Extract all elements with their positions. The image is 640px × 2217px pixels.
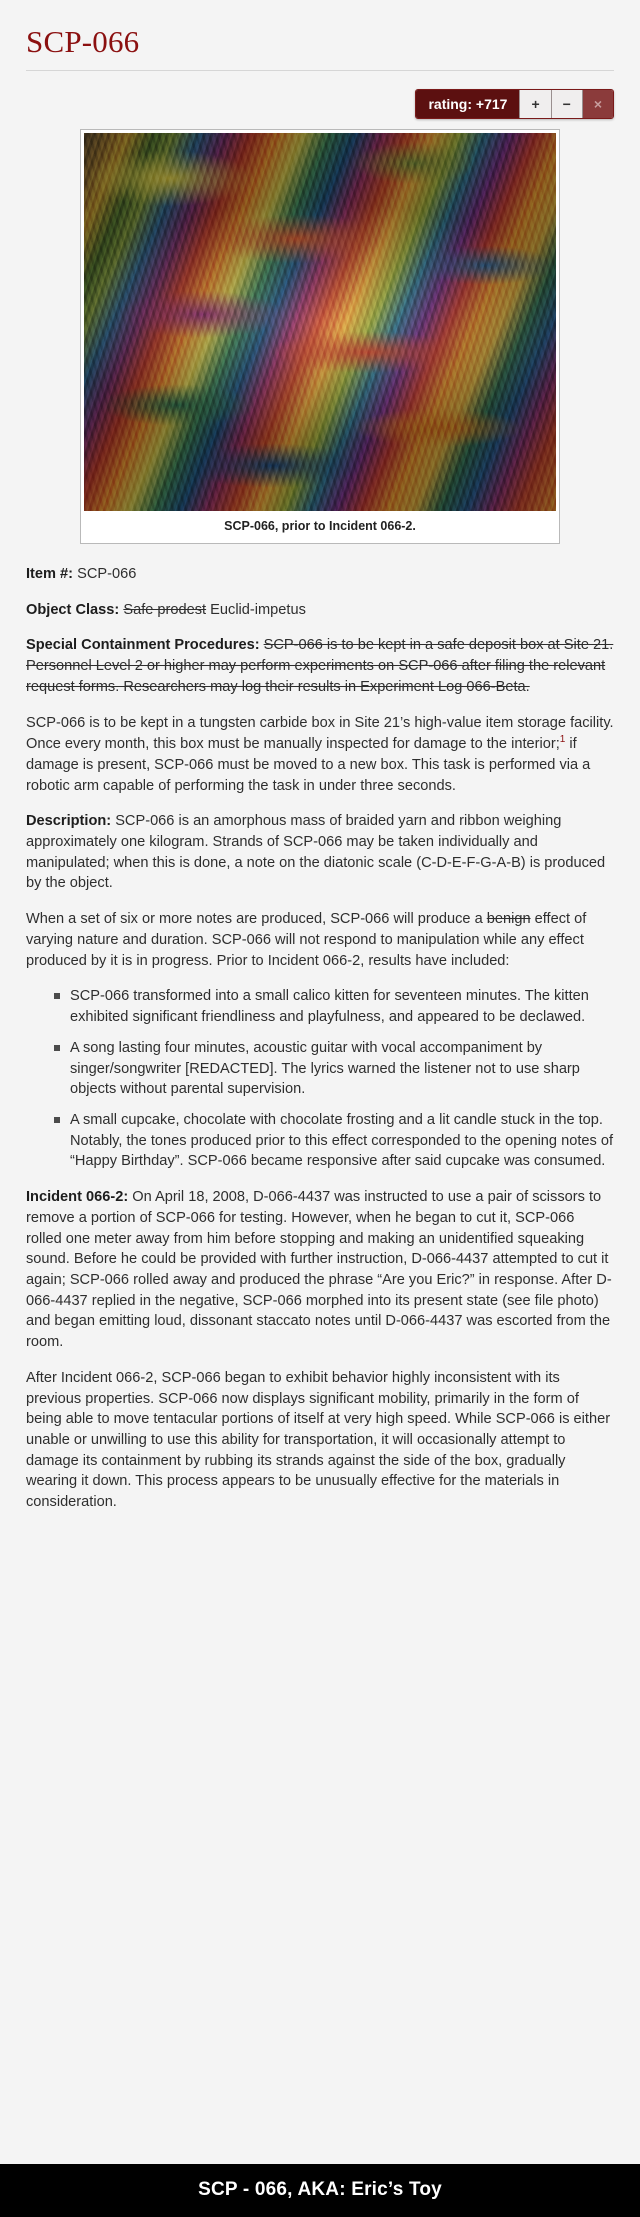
list-item: SCP-066 transformed into a small calico kitten for seventeen minutes. The kitten exhibited significant friendliness and playfulness, and appeared to be declawed. bbox=[70, 986, 614, 1027]
rating-cancel-button[interactable]: × bbox=[582, 90, 613, 118]
footnote-marker[interactable]: 1 bbox=[559, 734, 566, 746]
effects-list bbox=[26, 986, 614, 1172]
description-text: SCP-066 is an amorphous mass of braided yarn and ribbon weighing approximately one kilogram. Strands of SCP-066 may be taken individually and manipulated; when this is done, a note on the diatonic scale (C-D-E-F-G-A-B) is produced by the object. bbox=[26, 813, 606, 892]
effects-intro-a: When a set of six or more notes are produced, SCP-066 will produce a bbox=[26, 911, 487, 928]
list-item: A song lasting four minutes, acoustic guitar with vocal accompaniment by singer/songwriter [REDACTED]. The lyrics warned the listener not to use sharp objects without parental supervision. bbox=[70, 1038, 614, 1100]
rating-value: rating: +717 bbox=[416, 90, 519, 118]
yarn-artwork bbox=[84, 133, 556, 511]
containment-procedures-new bbox=[26, 713, 614, 797]
rating-downvote-button[interactable]: − bbox=[551, 90, 582, 118]
containment-procedures-old-text: SCP-066 is to be kept in a safe deposit box at Site 21. Personnel Level 2 or higher may perform experiments on SCP-066 after filing the relevant request forms. Researchers may log their results in Experiment Log 066-Beta. bbox=[26, 637, 614, 695]
scp-066-photo bbox=[84, 133, 556, 511]
containment-procedures-new-text-a: SCP-066 is to be kept in a tungsten carbide box in Site 21’s high-value item storage facility. Once every month, this box must be manually inspected for damage to the interior; bbox=[26, 714, 614, 753]
figure-block bbox=[80, 129, 560, 544]
aftermath-paragraph: After Incident 066-2, SCP-066 began to exhibit behavior highly inconsistent with its previous properties. SCP-066 now displays significant mobility, primarily in the form of being able to move tentacular portions of itself at very high speed. While SCP-066 is either unable or unwilling to use this ability for transportation, it will occasionally attempt to damage its containment by rubbing its strands against the side of the box, gradually wearing it down. This process appears to be unusually effective for the materials in consideration. bbox=[26, 1369, 611, 1511]
description-paragraph bbox=[26, 811, 614, 894]
containment-procedures-label: Special Containment Procedures: bbox=[26, 637, 260, 654]
incident-text: On April 18, 2008, D-066-4437 was instructed to use a pair of scissors to remove a portion of SCP-066 for testing. However, when he began to cut it, SCP-066 rolled one meter away from him before stopping and making an unidentified squeaking sound. Before he could be provided with further instruction, D-066-4437 attempted to cut it again; SCP-066 rolled away and produced the phrase “Are you Eric?” in response. After D-066-4437 replied in the negative, SCP-066 morphed into its present state (see file photo) and began emitting loud, dissonant staccato notes until D-066-4437 was escorted from the room. bbox=[26, 1189, 612, 1351]
incident-label: Incident 066-2: bbox=[26, 1189, 129, 1206]
footer-banner: SCP - 066, AKA: Eric’s Toy bbox=[0, 2164, 640, 2217]
rating-widget[interactable] bbox=[415, 89, 614, 119]
list-item: A small cupcake, chocolate with chocolate frosting and a lit candle stuck in the top. Notably, the tones produced prior to this effect corresponded to the opening notes of “Happy Birthday”. SCP-066 became responsive after said cupcake was consumed. bbox=[70, 1110, 614, 1172]
item-number-label: Item #: bbox=[26, 566, 74, 582]
item-number-value: SCP-066 bbox=[77, 566, 137, 582]
description-label: Description: bbox=[26, 813, 112, 830]
effects-intro-struck: benign bbox=[486, 911, 531, 928]
page-title: SCP-066 bbox=[26, 24, 140, 59]
object-class-label: Object Class: bbox=[26, 601, 120, 618]
object-class-old: Safe prodest bbox=[123, 601, 207, 618]
title-divider bbox=[26, 70, 614, 71]
object-class-line bbox=[26, 600, 614, 621]
rating-widget-row bbox=[26, 89, 614, 119]
incident-paragraph bbox=[26, 1187, 614, 1353]
item-number-line bbox=[26, 564, 614, 585]
effects-intro-paragraph bbox=[26, 909, 614, 971]
effects-intro-b: effect of varying nature and duration. SCP-066 will not respond to manipulation while any effect produced by it is in progress. Prior to Incident 066-2, results have included: bbox=[26, 911, 587, 969]
figure-caption: SCP-066, prior to Incident 066-2. bbox=[84, 511, 556, 540]
containment-procedures-new-text-b: if damage is present, SCP-066 must be moved to a new box. This task is performed via a robotic arm capable of performing the task in under three seconds. bbox=[26, 736, 591, 794]
object-class-new: Euclid-impetus bbox=[210, 601, 306, 618]
containment-procedures-struck bbox=[26, 635, 614, 697]
rating-upvote-button[interactable]: + bbox=[519, 90, 550, 118]
